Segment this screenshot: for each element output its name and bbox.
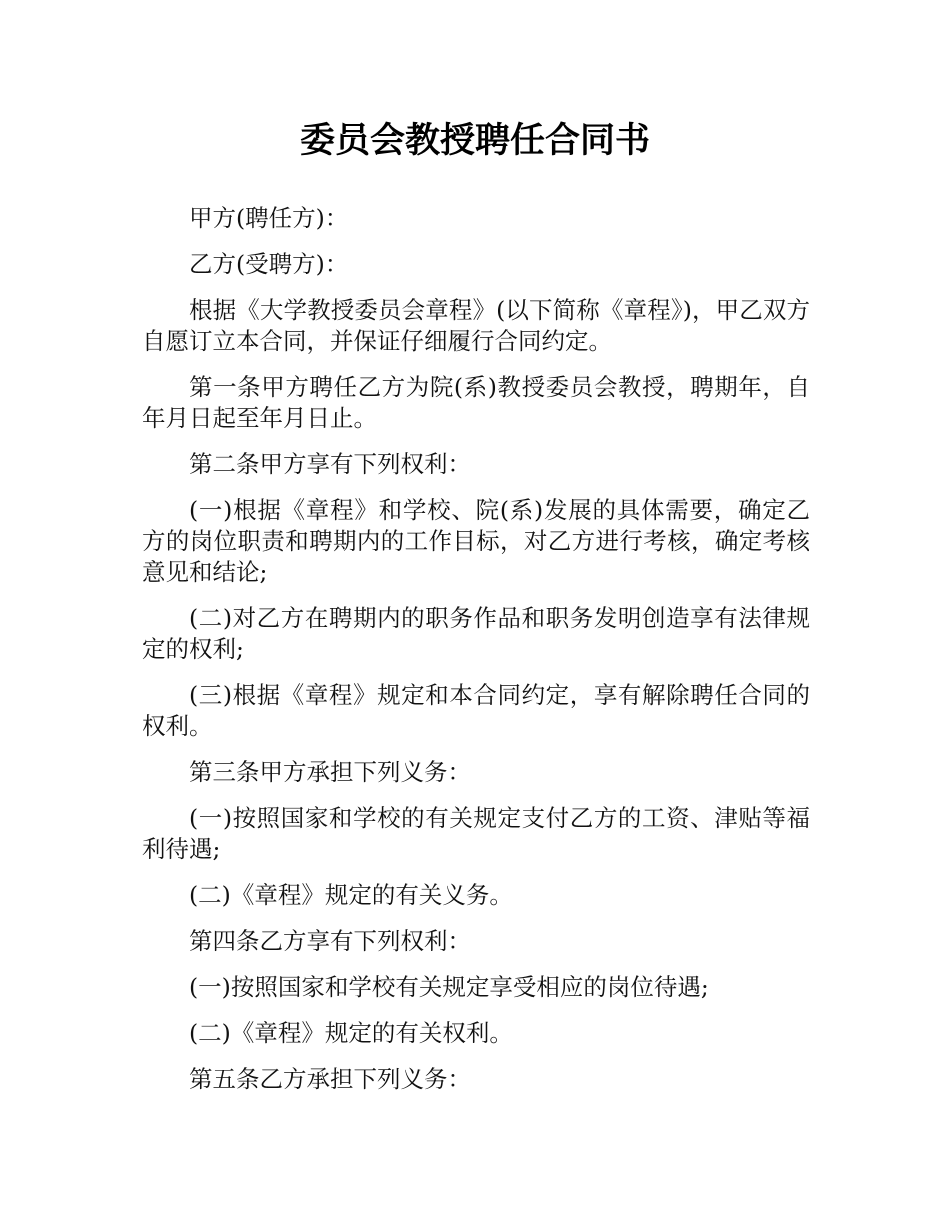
paragraph-article-2-item-3: (三)根据《章程》规定和本合同约定，享有解除聘任合同的权利。 <box>142 681 810 740</box>
paragraph-article-2: 第二条甲方享有下列权利： <box>189 450 471 478</box>
paragraph-article-1: 第一条甲方聘任乙方为院(系)教授委员会教授，聘期年，自年月日起至年月日止。 <box>142 373 810 432</box>
paragraph-article-5: 第五条乙方承担下列义务： <box>189 1065 471 1093</box>
paragraph-article-4-item-2: (二)《章程》规定的有关权利。 <box>189 1019 513 1047</box>
document-body <box>142 203 810 1110</box>
paragraph-article-4-item-1: (一)按照国家和学校有关规定享受相应的岗位待遇; <box>189 973 709 1001</box>
paragraph-party-a: 甲方(聘任方)： <box>189 204 349 232</box>
paragraph-article-3-item-2: (二)《章程》规定的有关义务。 <box>189 881 513 909</box>
document-title: 委员会教授聘任合同书 <box>299 121 650 161</box>
paragraph-party-b: 乙方(受聘方)： <box>189 250 349 278</box>
paragraph-article-2-item-1: (一)根据《章程》和学校、院(系)发展的具体需要，确定乙方的岗位职责和聘期内的工作目标，对乙方进行考核，确定考核意见和结论; <box>142 496 810 586</box>
paragraph-article-3-item-1: (一)按照国家和学校的有关规定支付乙方的工资、津贴等福利待遇; <box>142 804 810 863</box>
paragraph-article-2-item-2: (二)对乙方在聘期内的职务作品和职务发明创造享有法律规定的权利; <box>142 604 810 663</box>
paragraph-article-4: 第四条乙方享有下列权利： <box>189 927 471 955</box>
paragraph-article-3: 第三条甲方承担下列义务： <box>189 758 471 786</box>
paragraph-preamble: 根据《大学教授委员会章程》(以下简称《章程》)，甲乙双方自愿订立本合同，并保证仔细履行合同约定。 <box>142 296 810 355</box>
